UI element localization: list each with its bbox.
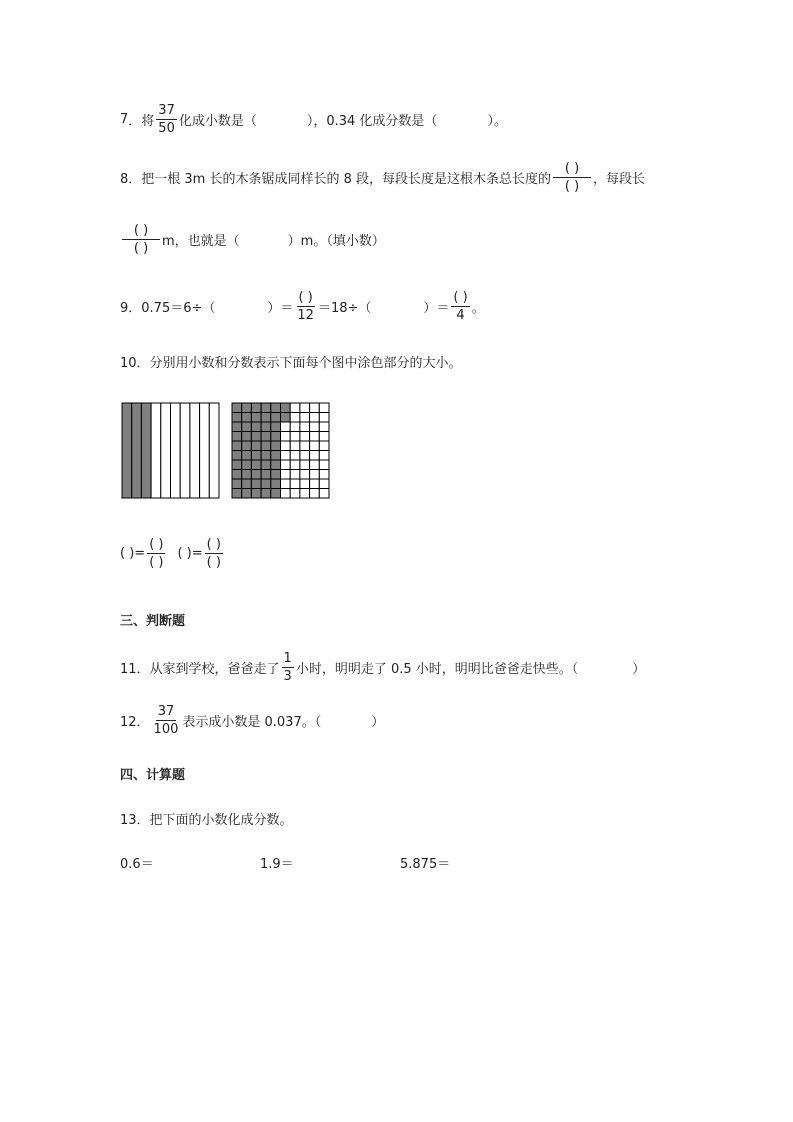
q10-answer-1-fraction[interactable] — [147, 538, 165, 569]
figure-2-cell — [261, 489, 271, 499]
figure-2-cell — [242, 441, 252, 451]
figure-2-cell — [290, 479, 300, 489]
figure-1-strip — [190, 403, 200, 498]
q7-fraction-numerator: 37 — [158, 103, 175, 118]
figure-1-strip — [161, 403, 171, 498]
figure-2-cell — [319, 479, 329, 489]
figure-2-hundred-grid — [231, 402, 330, 499]
figure-2-cell — [261, 460, 271, 470]
q9-prefix: 9．0.75＝6÷（ — [120, 301, 216, 316]
q9-fraction-2-numerator[interactable]: ( ) — [453, 290, 468, 305]
q12-text: 表示成小数是 0.037。（ — [182, 715, 322, 730]
figure-2-cell — [281, 460, 291, 470]
figure-2-cell — [271, 441, 281, 451]
figure-2-cell — [232, 413, 242, 423]
q7-prefix: ．将 — [128, 114, 155, 129]
q7-fraction — [156, 104, 177, 135]
figure-2-cell — [232, 403, 242, 413]
q10-answer-2-denominator: ( ) — [206, 555, 221, 570]
q9-end: 。 — [471, 301, 485, 316]
figure-2-cell — [271, 489, 281, 499]
q13-item-2[interactable]: 1.9＝ — [260, 857, 294, 872]
figure-2-cell — [232, 432, 242, 442]
figure-1-strip — [151, 403, 161, 498]
q7-number: 7 — [120, 112, 129, 127]
q7-fraction-denominator: 50 — [158, 121, 175, 136]
q8-unit-text: m，也就是（ — [162, 234, 240, 249]
q13-items — [120, 853, 540, 872]
figure-2-cell — [271, 403, 281, 413]
question-11 — [120, 652, 645, 683]
figure-2-cell — [281, 489, 291, 499]
figure-2-cell — [310, 413, 320, 423]
figure-1-strip — [141, 403, 151, 498]
figure-2-cell — [251, 413, 261, 423]
q7-text-mid: 化成小数是（ — [178, 114, 257, 129]
figure-2-cell — [290, 441, 300, 451]
section-4-title: 四、计算题 — [120, 768, 186, 783]
figure-1-strip — [132, 403, 142, 498]
figure-2-cell — [300, 413, 310, 423]
figure-2-cell — [242, 489, 252, 499]
figure-2-cell — [319, 460, 329, 470]
figure-2-cell — [251, 489, 261, 499]
figure-2-cell — [300, 441, 310, 451]
figure-2-cell — [261, 470, 271, 480]
question-13 — [120, 809, 293, 828]
figure-2-cell — [281, 413, 291, 423]
figure-2-cell — [232, 460, 242, 470]
figure-2-cell — [290, 413, 300, 423]
figure-2-cell — [261, 432, 271, 442]
figure-1-strip — [209, 403, 219, 498]
figure-2-cell — [290, 460, 300, 470]
figure-2-cell — [310, 432, 320, 442]
figure-2-cell — [290, 451, 300, 461]
question-12 — [120, 705, 384, 736]
figure-2-cell — [242, 460, 252, 470]
figure-2-cell — [271, 422, 281, 432]
figure-2-cell — [281, 479, 291, 489]
figure-2-cell — [271, 460, 281, 470]
figure-2-cell — [232, 441, 242, 451]
q10-answer-1-decimal[interactable]: ( ) — [120, 546, 135, 561]
figure-2-cell — [310, 489, 320, 499]
q9-mid: ＝18÷（ — [317, 301, 372, 316]
q9-fraction-1-numerator[interactable]: ( ) — [298, 290, 313, 305]
q9-fraction-2 — [451, 291, 469, 322]
q12-fraction — [152, 705, 181, 736]
figure-2-cell — [281, 403, 291, 413]
q9-eq2: ）＝ — [423, 301, 450, 316]
figure-2-cell — [310, 470, 320, 480]
figure-2-cell — [310, 479, 320, 489]
figure-2-cell — [319, 413, 329, 423]
figure-2-cell — [310, 441, 320, 451]
question-9 — [120, 291, 485, 322]
figure-2-cell — [242, 470, 252, 480]
section-3-title: 三、判断题 — [120, 614, 186, 629]
q10-text: 10．分别用小数和分数表示下面每个图中涂色部分的大小。 — [120, 356, 462, 371]
figure-2-cell — [251, 441, 261, 451]
figure-2-cell — [281, 441, 291, 451]
figure-2-cell — [319, 451, 329, 461]
q12-end: ） — [371, 715, 385, 730]
figure-2-cell — [261, 441, 271, 451]
figure-2-cell — [319, 441, 329, 451]
figure-2-cell — [281, 470, 291, 480]
figure-2-cell — [290, 403, 300, 413]
q13-item-1[interactable]: 0.6＝ — [120, 857, 154, 872]
q11-text: 小时，明明走了 0.5 小时，明明比爸爸走快些。（ — [295, 662, 579, 677]
figure-2-cell — [300, 422, 310, 432]
figure-2-cell — [310, 460, 320, 470]
q8-blank-fraction-1[interactable] — [553, 162, 591, 193]
question-8-line-1 — [120, 162, 645, 193]
figure-1-strip — [122, 403, 132, 498]
question-7 — [120, 104, 507, 135]
figure-2-cell — [319, 422, 329, 432]
figure-2-cell — [290, 432, 300, 442]
q11-fraction-numerator: 1 — [283, 651, 292, 666]
figure-2-cell — [251, 422, 261, 432]
figure-2-cell — [300, 470, 310, 480]
figure-2-cell — [251, 403, 261, 413]
figure-2-cell — [251, 432, 261, 442]
figure-2-cell — [232, 422, 242, 432]
figure-2-cell — [261, 451, 271, 461]
q11-fraction — [282, 652, 294, 683]
section-4-heading — [120, 764, 185, 783]
q8-blank-numerator-1: ( ) — [553, 162, 591, 178]
q9-fraction-2-denominator: 4 — [456, 308, 465, 323]
section-3-heading — [120, 610, 185, 629]
q8-blank-denominator-2: ( ) — [133, 241, 149, 256]
figure-2-cell — [271, 413, 281, 423]
q10-answers — [120, 538, 225, 569]
figure-2-cell — [310, 422, 320, 432]
figure-2-cell — [261, 413, 271, 423]
q8-blank-numerator-2: ( ) — [122, 224, 160, 240]
figure-2-cell — [271, 470, 281, 480]
q11-prefix: 11．从家到学校，爸爸走了 — [120, 662, 280, 677]
q10-answer-2-decimal[interactable]: ( ) — [177, 546, 192, 561]
figure-2-cell — [300, 489, 310, 499]
figure-2-cell — [232, 470, 242, 480]
figure-2-cell — [271, 451, 281, 461]
figure-2-cell — [261, 403, 271, 413]
q8-text-end: ，每段长 — [593, 172, 646, 187]
q7-text-mid2: ），0.34 化成分数是（ — [306, 114, 438, 129]
q8-blank-fraction-2[interactable] — [122, 224, 160, 255]
figure-2-cell — [261, 422, 271, 432]
figure-2-cell — [300, 479, 310, 489]
q12-fraction-denominator: 100 — [153, 722, 179, 737]
figure-2-cell — [242, 451, 252, 461]
figure-2-cell — [242, 432, 252, 442]
figure-2-cell — [251, 460, 261, 470]
figure-2-cell — [300, 451, 310, 461]
figure-2-cell — [319, 489, 329, 499]
figure-2-cell — [232, 489, 242, 499]
figure-2-cell — [261, 479, 271, 489]
figure-2-cell — [242, 403, 252, 413]
figure-2-cell — [251, 451, 261, 461]
q12-fraction-numerator: 37 — [157, 704, 175, 719]
figure-2-cell — [232, 479, 242, 489]
figure-2-cell — [251, 479, 261, 489]
q7-text-end: ）。 — [487, 114, 507, 129]
q10-answer-1-equals: = — [134, 546, 146, 561]
figure-2-cell — [310, 403, 320, 413]
figure-2-cell — [281, 422, 291, 432]
q10-answer-1-denominator: ( ) — [149, 555, 164, 570]
figure-2-cell — [300, 432, 310, 442]
q9-fraction-1-denominator: 12 — [297, 308, 314, 323]
figure-2-cell — [281, 432, 291, 442]
q10-answer-1-numerator: ( ) — [149, 537, 164, 552]
figure-2-cell — [242, 479, 252, 489]
figure-2-cell — [290, 489, 300, 499]
figure-2-cell — [310, 451, 320, 461]
question-10 — [120, 352, 462, 371]
q10-answer-2-fraction[interactable] — [205, 538, 223, 569]
figure-2-cell — [319, 432, 329, 442]
figure-2-cell — [271, 432, 281, 442]
figure-2-cell — [300, 460, 310, 470]
figure-1-strip — [180, 403, 190, 498]
q9-eq1: ）＝ — [267, 301, 294, 316]
figure-2-cell — [232, 451, 242, 461]
q8-text: 8．把一根 3m 长的木条锯成同样长的 8 段，每段长度是这根木条总长度的 — [120, 172, 552, 187]
q8-end-text: ）m。（填小数） — [287, 234, 385, 249]
figure-2-cell — [242, 422, 252, 432]
q13-text: 13．把下面的小数化成分数。 — [120, 813, 293, 828]
figure-2-cell — [251, 470, 261, 480]
figure-2-cell — [281, 451, 291, 461]
q11-end: ） — [632, 662, 646, 677]
q13-item-3[interactable]: 5.875＝ — [400, 857, 451, 872]
figure-1-strip — [200, 403, 210, 498]
figure-2-cell — [290, 470, 300, 480]
figure-1-strip — [171, 403, 181, 498]
q10-answer-2-numerator: ( ) — [206, 537, 221, 552]
figure-2-cell — [271, 479, 281, 489]
figure-2-cell — [319, 470, 329, 480]
figure-2-cell — [319, 403, 329, 413]
figure-2-cell — [290, 422, 300, 432]
figure-2-cell — [242, 413, 252, 423]
figure-1-column-grid — [121, 402, 220, 499]
question-8-line-2 — [120, 224, 385, 255]
q11-fraction-denominator: 3 — [283, 669, 292, 684]
q9-fraction-1 — [295, 291, 316, 322]
q8-blank-denominator-1: ( ) — [564, 179, 580, 194]
q12-prefix: 12． — [120, 715, 150, 730]
q10-answer-2-equals: = — [191, 546, 203, 561]
figure-2-cell — [300, 403, 310, 413]
